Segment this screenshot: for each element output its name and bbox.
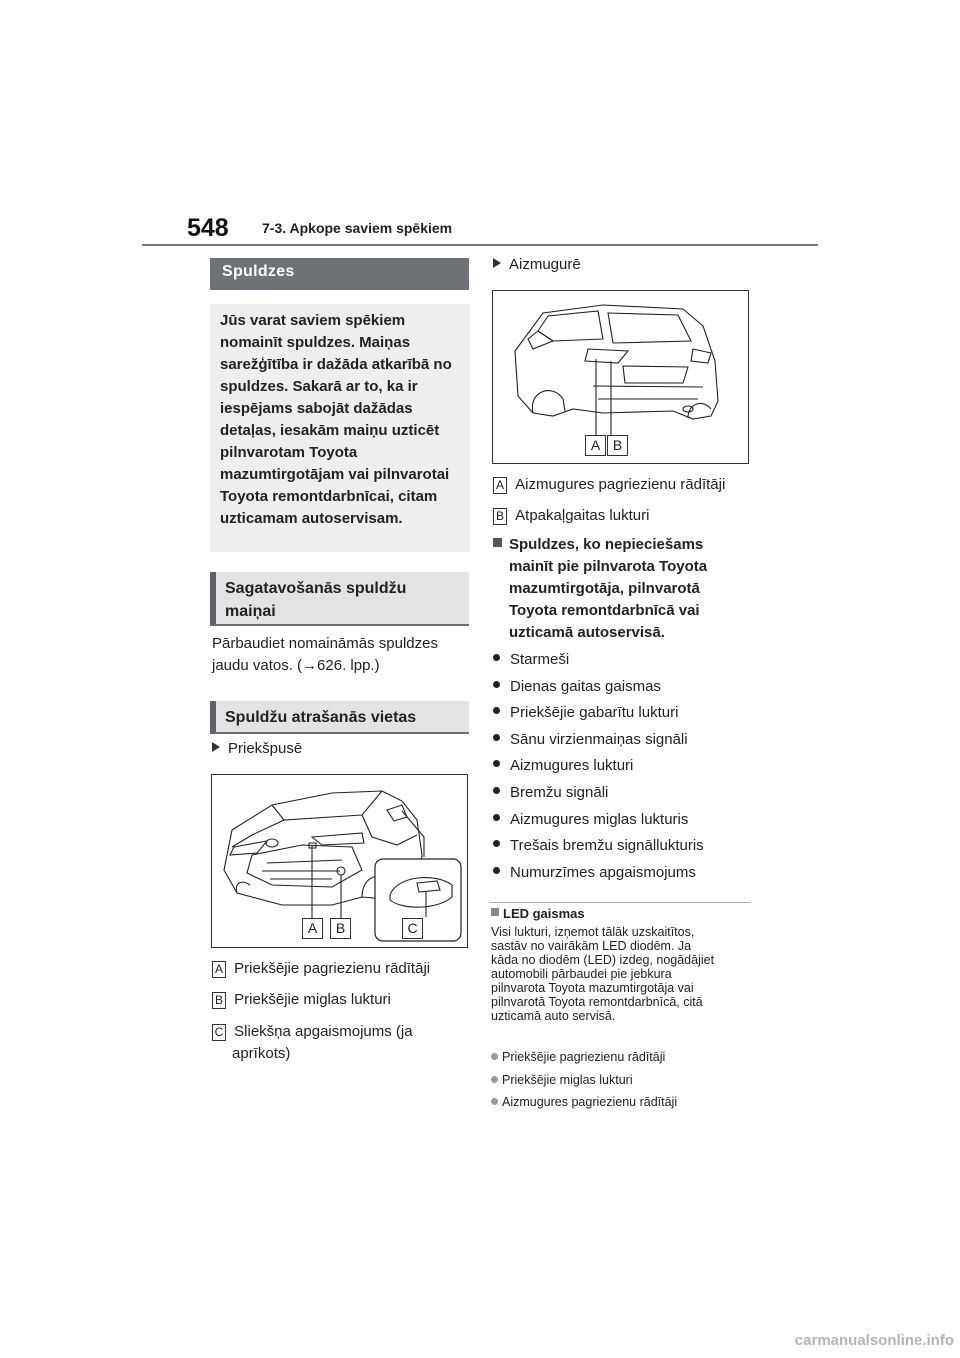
figure-label-b: B — [330, 918, 351, 939]
dealer-heading-line1: Spuldzes, ko nepieciešams — [493, 534, 707, 556]
bullet-icon — [493, 707, 500, 714]
bullet-icon — [493, 814, 500, 821]
square-bullet-icon — [491, 908, 499, 916]
preparation-text-line1: Pārbaudiet nomaināmās spuldzes — [212, 635, 438, 652]
front-item-b-text: Priekšējie miglas lukturi — [234, 991, 391, 1008]
list-item: Numurzīmes apgaismojums — [493, 860, 704, 887]
list-item: Trešais bremžu signāllukturis — [493, 833, 704, 860]
tag-c: C — [212, 1024, 226, 1041]
led-note-line: pilnvarota Toyota mazumtirgotāja vai — [491, 981, 694, 995]
bullet-icon — [491, 1098, 498, 1105]
header-divider — [142, 244, 818, 246]
arrow-right-icon — [493, 258, 501, 268]
list-item: Aizmugures lukturi — [493, 753, 704, 780]
tag-a: A — [212, 961, 226, 978]
list-item: Bremžu signāli — [493, 780, 704, 807]
front-car-figure — [211, 774, 468, 948]
front-item-c — [212, 1021, 413, 1043]
square-bullet-icon — [493, 538, 502, 547]
note-divider — [490, 902, 750, 903]
dealer-heading-line4: Toyota remontdarbnīcā vai — [509, 602, 700, 619]
led-note-line: uzticamā auto servisā. — [491, 1009, 616, 1023]
bullet-icon — [491, 1076, 498, 1083]
list-item: Starmeši — [493, 647, 704, 674]
page-number: 548 — [187, 214, 229, 242]
list-item: Priekšējie gabarītu lukturi — [493, 700, 704, 727]
dealer-list — [493, 647, 704, 886]
bullet-icon — [493, 787, 500, 794]
front-item-c-text-line1: Sliekšņa apgaismojums (ja — [234, 1023, 413, 1040]
led-note-line: automobili pārbaudei pie jebkura — [491, 967, 672, 981]
figure-label-c: C — [402, 918, 423, 939]
list-item: Aizmugures miglas lukturis — [493, 807, 704, 834]
list-item: Aizmugures pagriezienu rādītāji — [491, 1091, 677, 1114]
led-note-line: sastāv no vairākām LED diodēm. Ja — [491, 939, 692, 953]
list-item: Dienas gaitas gaismas — [493, 674, 704, 701]
tag-b: B — [212, 992, 226, 1009]
rear-item-a-text: Aizmugures pagriezienu rādītāji — [515, 476, 726, 493]
led-note-line: kāda no diodēm (LED) izdeg, nogādājiet — [491, 953, 715, 967]
list-item: Priekšējie miglas lukturi — [491, 1069, 677, 1092]
rear-item-b — [493, 505, 649, 527]
bullet-icon — [493, 867, 500, 874]
front-item-b — [212, 989, 391, 1011]
figure-label-a: A — [585, 435, 606, 456]
rear-label: Aizmugurē — [509, 256, 581, 273]
watermark: carmanualsonline.info — [794, 1332, 954, 1349]
figure-label-a: A — [302, 918, 323, 939]
bullet-icon — [493, 840, 500, 847]
led-note-line: pilnvarotā Toyota remontdarbnīcā, citā — [491, 995, 703, 1009]
bullet-icon — [493, 654, 500, 661]
led-note-list — [491, 1046, 677, 1114]
rear-heading — [493, 254, 581, 276]
intro-box: Jūs varat saviem spēkiem nomainīt spuldzes. Maiņas sarežģītība ir dažāda atkarībā no spuldzes. Sakarā ar to, ka ir iespējams sabojāt dažādas detaļas, iesakām maiņu uzticēt pilnvarotam Toyota mazumtirgotājam vai pilnvarotai Toyota remontdarbnīcai, citam uzticamam autoservisam. — [210, 304, 470, 552]
led-note-body — [491, 925, 753, 1023]
chapter-title: 7-3. Apkope saviem spēkiem — [262, 220, 453, 236]
dealer-heading — [493, 534, 707, 644]
section-title-spuldzes: Spuldzes — [210, 258, 469, 290]
section-title-preparation: Sagatavošanās spuldžu maiņai — [210, 572, 469, 626]
tag-a: A — [493, 477, 507, 494]
bullet-icon — [491, 1053, 498, 1060]
dealer-heading-line5: uzticamā autoservisā. — [509, 624, 665, 641]
preparation-text-line2: jaudu vatos. (→626. lpp.) — [212, 657, 380, 674]
bullet-icon — [493, 681, 500, 688]
dealer-heading-line3: mazumtirgotāja, pilnvarotā — [509, 580, 700, 597]
bullet-icon — [493, 734, 500, 741]
led-note-line: Visi lukturi, izņemot tālāk uzskaitītos, — [491, 925, 695, 939]
front-item-a — [212, 958, 430, 980]
rear-item-b-text: Atpakaļgaitas lukturi — [515, 507, 650, 524]
figure-label-b: B — [607, 435, 628, 456]
front-item-a-text: Priekšējie pagriezienu rādītāji — [234, 960, 431, 977]
arrow-right-icon — [212, 742, 220, 752]
front-label: Priekšpusē — [228, 740, 303, 757]
front-item-c-text-line2: aprīkots) — [232, 1045, 291, 1062]
front-heading — [212, 738, 302, 760]
rear-car-figure — [492, 290, 749, 464]
led-note-title: LED gaismas — [491, 906, 585, 921]
list-item: Priekšējie pagriezienu rādītāji — [491, 1046, 677, 1069]
section-title-locations: Spuldžu atrašanās vietas — [210, 701, 469, 734]
tag-b: B — [493, 508, 507, 525]
rear-item-a — [493, 474, 725, 496]
list-item: Sānu virzienmaiņas signāli — [493, 727, 704, 754]
bullet-icon — [493, 760, 500, 767]
dealer-heading-line2: mainīt pie pilnvarota Toyota — [509, 558, 708, 575]
